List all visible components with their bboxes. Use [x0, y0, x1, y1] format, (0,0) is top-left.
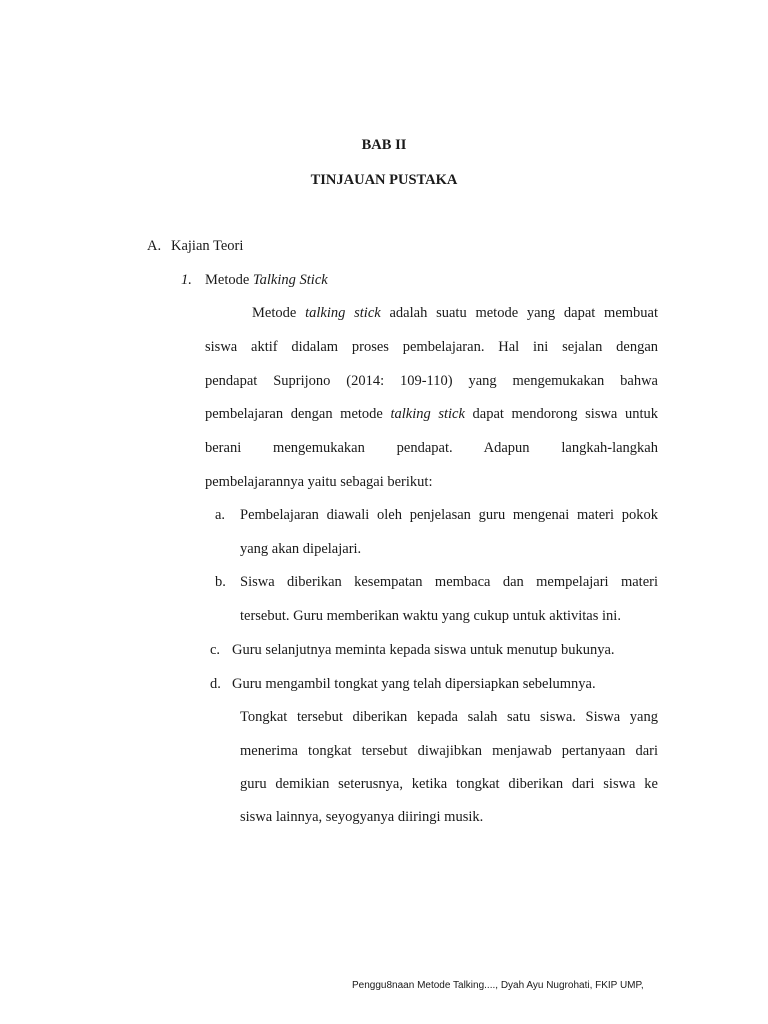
- section-title: Kajian Teori: [171, 238, 244, 254]
- chapter-title: TINJAUAN PUSTAKA: [310, 172, 458, 188]
- subsection-title-plain: Metode: [205, 272, 253, 288]
- step-line: Guru mengambil tongkat yang telah dipersiapkan sebelumnya.: [232, 676, 596, 692]
- paragraph-line: pembelajaran dengan metode talking stick dapat mendorong siswa untuk: [205, 406, 658, 422]
- step-marker: d.: [210, 676, 221, 692]
- step-line: tersebut. Guru memberikan waktu yang cukup untuk aktivitas ini.: [240, 608, 621, 624]
- paragraph-line: pendapat Suprijono (2014: 109-110) yang mengemukakan bahwa: [205, 373, 658, 389]
- paragraph-line: berani mengemukakan pendapat. Adapun langkah-langkah: [205, 440, 658, 456]
- step-marker: c.: [210, 642, 221, 658]
- section-marker: A.: [147, 238, 162, 254]
- step-marker: b.: [215, 574, 226, 590]
- continuation-line: siswa lainnya, seyogyanya diiringi musik.: [240, 809, 484, 825]
- step-line: Guru selanjutnya meminta kepada siswa untuk menutup bukunya.: [232, 642, 615, 658]
- term-talking-stick: talking stick: [390, 406, 465, 422]
- page-footer: Penggu8naan Metode Talking...., Dyah Ayu Nugrohati, FKIP UMP,: [352, 980, 644, 991]
- step-line: Siswa diberikan kesempatan membaca dan mempelajari materi: [240, 574, 658, 590]
- chapter-heading: BAB II: [361, 137, 407, 153]
- subsection-title: [205, 272, 328, 289]
- step-line: yang akan dipelajari.: [240, 541, 362, 557]
- paragraph-line: Metode talking stick adalah suatu metode yang dapat membuat: [252, 305, 659, 321]
- subsection-title-italic: Talking Stick: [252, 272, 328, 288]
- continuation-line: menerima tongkat tersebut diwajibkan menjawab pertanyaan dari: [240, 743, 658, 759]
- continuation-line: guru demikian seterusnya, ketika tongkat diberikan dari siswa ke: [240, 776, 658, 792]
- paragraph-line: siswa aktif didalam proses pembelajaran. Hal ini sejalan dengan: [205, 339, 658, 355]
- paragraph-line: pembelajarannya yaitu sebagai berikut:: [205, 474, 433, 490]
- continuation-line: Tongkat tersebut diberikan kepada salah satu siswa. Siswa yang: [240, 709, 658, 725]
- subsection-marker: 1.: [181, 272, 192, 288]
- step-marker: a.: [215, 507, 226, 523]
- step-line: Pembelajaran diawali oleh penjelasan guru mengenai materi pokok: [240, 507, 658, 523]
- term-talking-stick: talking stick: [305, 305, 381, 321]
